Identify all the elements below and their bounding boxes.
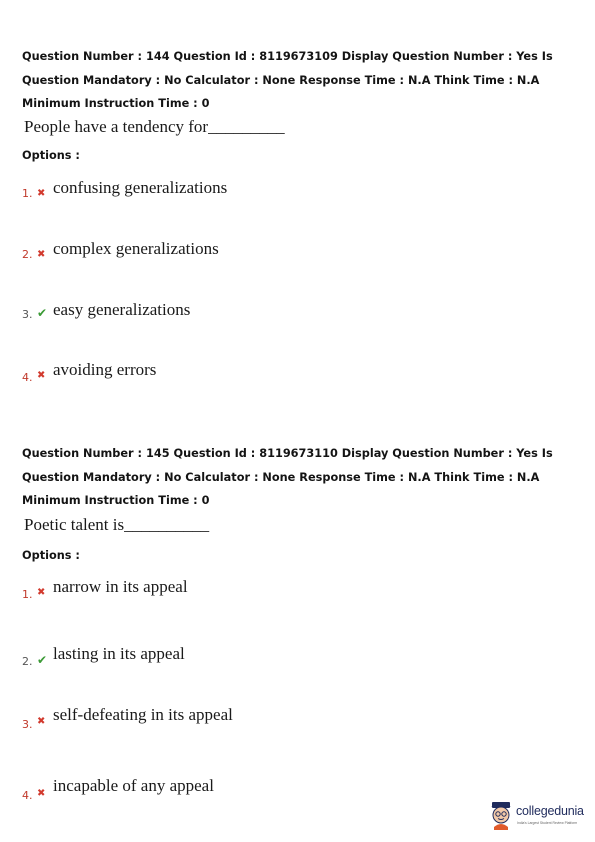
cross-icon: ✖ [37,188,46,199]
options-label: Options : [22,549,80,562]
option-text: confusing generalizations [53,178,228,197]
option-item [22,360,522,390]
option-number: 1. [22,588,33,601]
options-label: Options : [22,149,80,162]
mascot-icon [488,800,514,830]
option-text: easy generalizations [53,300,191,319]
option-number: 3. [22,718,33,731]
option-text: lasting in its appeal [53,644,185,663]
option-item [22,178,522,208]
option-text: complex generalizations [53,239,219,258]
cross-icon: ✖ [37,587,46,598]
option-number: 4. [22,789,33,802]
option-text: self-defeating in its appeal [53,705,233,724]
option-number: 2. [22,248,33,261]
option-number: 2. [22,655,33,668]
cross-icon: ✖ [37,249,46,260]
option-item [22,239,522,269]
option-text: avoiding errors [53,360,157,379]
collegedunia-logo [488,800,592,830]
cross-icon: ✖ [37,370,46,381]
logo-tagline: India's Largest Student Review Platform [517,821,578,825]
checkmark-icon: ✔ [37,653,48,667]
option-number: 3. [22,308,33,321]
option-item [22,644,522,674]
option-item [22,300,522,330]
option-text: incapable of any appeal [53,776,214,795]
logo-name: collegedunia [516,804,584,818]
checkmark-icon: ✔ [37,306,48,320]
option-text: narrow in its appeal [53,577,188,596]
cross-icon: ✖ [37,788,46,799]
option-number: 1. [22,187,33,200]
question-header: Question Number : 144 Question Id : 8119673109 Display Question Number : Yes Is Question Mandatory : No Calculator : None Response Time : N.A Think Time : N.A Minimum Instruction Time : 0 [22,50,553,110]
option-item [22,705,522,735]
option-item [22,776,522,806]
question-text: Poetic talent is__________ [24,515,210,534]
option-number: 4. [22,371,33,384]
question-text: People have a tendency for_________ [24,117,285,136]
question-header: Question Number : 145 Question Id : 8119673110 Display Question Number : Yes Is Question Mandatory : No Calculator : None Response Time : N.A Think Time : N.A Minimum Instruction Time : 0 [22,447,553,507]
option-item [22,577,522,607]
cross-icon: ✖ [37,716,46,727]
